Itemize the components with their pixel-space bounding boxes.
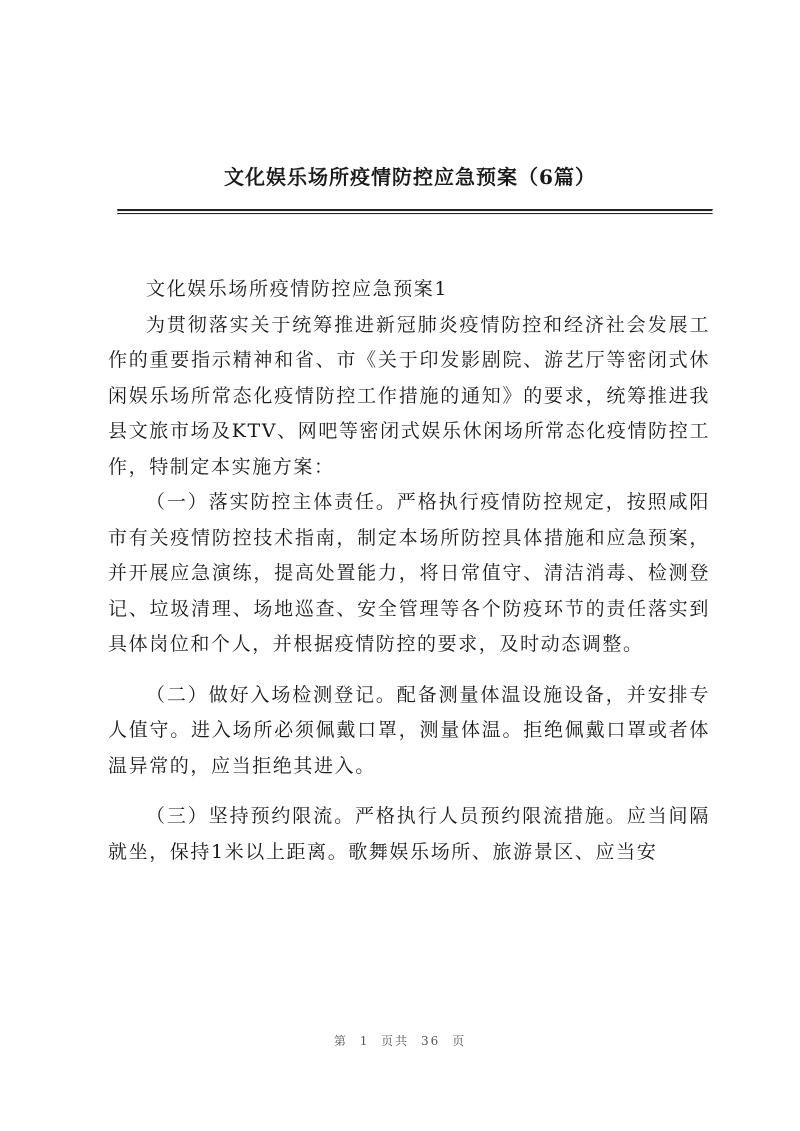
footer-label-page: 第 (333, 1034, 348, 1048)
paragraph-item-2: （二）做好入场检测登记。配备测量体温设施设备，并安排专人值守。进入场所必须佩戴口罩，测量体温。拒绝佩戴口罩或者体温异常的，应当拒绝其进入。 (108, 683, 710, 777)
paragraph-intro: 为贯彻落实关于统筹推进新冠肺炎疫情防控和经济社会发展工作的重要指示精神和省、市《关于印发影剧院、游艺厅等密闭式休闲娱乐场所常态化疫情防控工作措施的通知》的要求，统筹推进我县文旅市场及KTV、网吧等密闭式娱乐休闲场所常态化疫情防控工作，特制定本实施方案： (108, 313, 710, 478)
paragraph-item-1: （一）落实防控主体责任。严格执行疫情防控规定，按照咸阳市有关疫情防控技术指南，制定本场所防控具体措施和应急预案，并开展应急演练，提高处置能力，将日常值守、清洁消毒、检测登记、垃圾清理、场地巡查、安全管理等各个防疫环节的责任落实到具体岗位和个人，并根据疫情防控的要求，及时动态调整。 (108, 491, 710, 655)
footer-label-pages: 页 (452, 1034, 467, 1048)
footer-current-page: 1 (359, 1034, 370, 1048)
document-title: 文化娱乐场所疫情防控应急预案（6篇） (224, 165, 596, 189)
footer-total-pages: 36 (421, 1034, 441, 1048)
footer-label-of: 页共 (381, 1034, 410, 1048)
page-footer (0, 1032, 800, 1049)
section-heading: 文化娱乐场所疫情防控应急预案1 (146, 278, 449, 300)
document-body (108, 272, 710, 870)
paragraph-item-3: （三）坚持预约限流。严格执行人员预约限流措施。应当间隔就坐，保持1米以上距离。歌舞娱乐场所、旅游景区、应当安 (108, 805, 710, 863)
title-divider (117, 209, 713, 212)
title-divider-thin (117, 213, 713, 215)
